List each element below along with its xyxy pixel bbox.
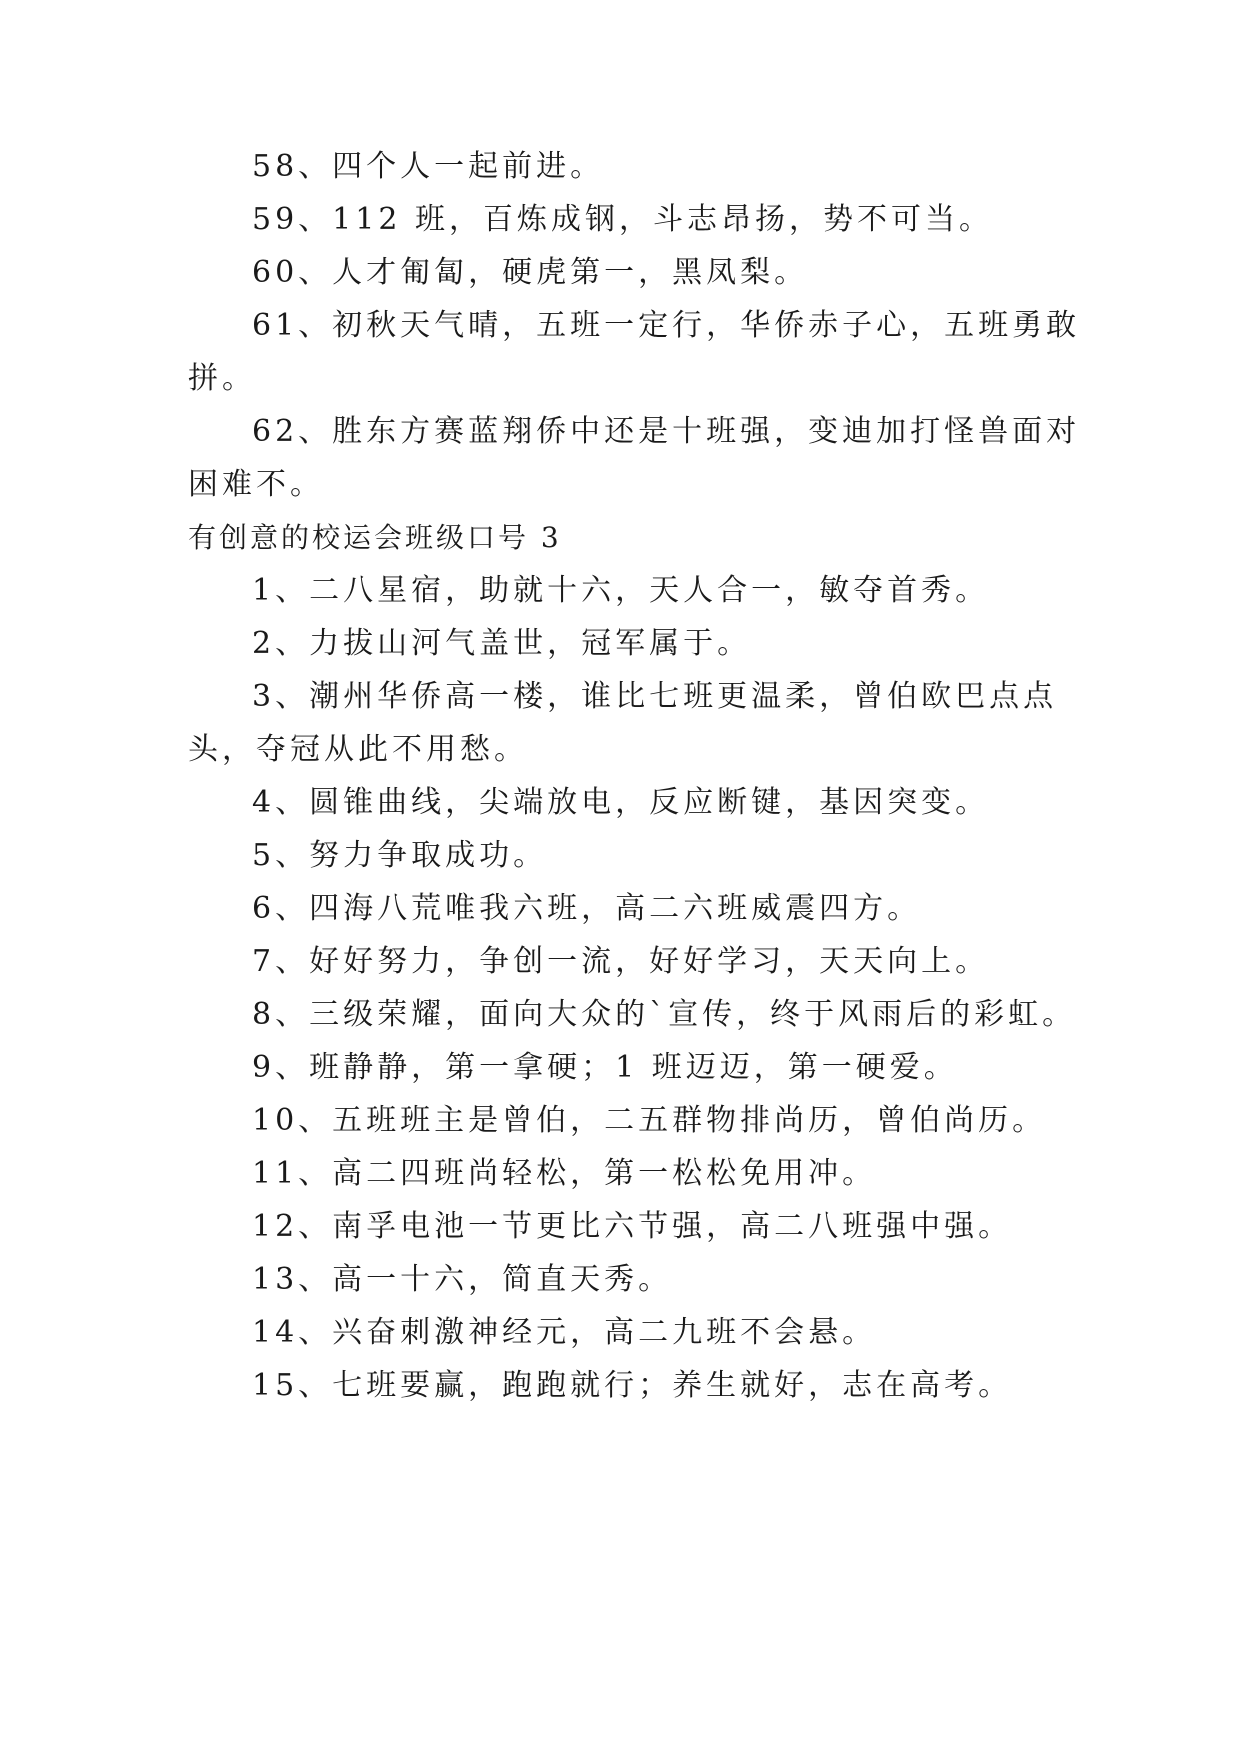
slogan-60: 60、人才匍匐，硬虎第一，黑凤梨。 xyxy=(252,255,809,290)
slogan-14: 14、兴奋刺激神经元，高二九班不会悬。 xyxy=(252,1315,877,1350)
slogan-9: 9、班静静，第一拿硬；1 班迈迈，第一硬爱。 xyxy=(252,1050,958,1085)
slogan-13: 13、高一十六，简直天秀。 xyxy=(252,1262,673,1297)
slogan-59: 59、112 班，百炼成钢，斗志昂扬，势不可当。 xyxy=(252,202,993,237)
slogan-4: 4、圆锥曲线，尖端放电，反应断键，基因突变。 xyxy=(252,785,990,820)
slogan-2: 2、力拔山河气盖世，冠军属于。 xyxy=(252,626,752,661)
slogan-10: 10、五班班主是曾伯，二五群物排尚历，曾伯尚历。 xyxy=(252,1103,1047,1138)
slogan-6: 6、四海八荒唯我六班，高二六班威震四方。 xyxy=(252,891,922,926)
slogan-11: 11、高二四班尚轻松，第一松松免用冲。 xyxy=(252,1156,877,1191)
slogan-62-continuation: 困难不。 xyxy=(188,467,324,502)
slogan-1: 1、二八星宿，助就十六，天人合一，敏夺首秀。 xyxy=(252,573,990,608)
slogan-61: 61、初秋天气晴，五班一定行，华侨赤子心，五班勇敢 xyxy=(252,308,1081,343)
slogan-3-continuation: 头，夺冠从此不用愁。 xyxy=(188,732,528,767)
slogan-15: 15、七班要赢，跑跑就行；养生就好，志在高考。 xyxy=(252,1368,1013,1403)
slogan-8: 8、三级荣耀，面向大众的`宣传，终于风雨后的彩虹。 xyxy=(252,997,1077,1032)
section-heading: 有创意的校运会班级口号 3 xyxy=(188,521,562,554)
slogan-3: 3、潮州华侨高一楼，谁比七班更温柔，曾伯欧巴点点 xyxy=(252,679,1058,714)
slogan-58: 58、四个人一起前进。 xyxy=(252,149,605,184)
slogan-61-continuation: 拼。 xyxy=(188,361,256,396)
slogan-5: 5、努力争取成功。 xyxy=(252,838,548,873)
slogan-62: 62、胜东方赛蓝翔侨中还是十班强，变迪加打怪兽面对 xyxy=(252,414,1081,449)
slogan-12: 12、南孚电池一节更比六节强，高二八班强中强。 xyxy=(252,1209,1013,1244)
slogan-7: 7、好好努力，争创一流，好好学习，天天向上。 xyxy=(252,944,990,979)
